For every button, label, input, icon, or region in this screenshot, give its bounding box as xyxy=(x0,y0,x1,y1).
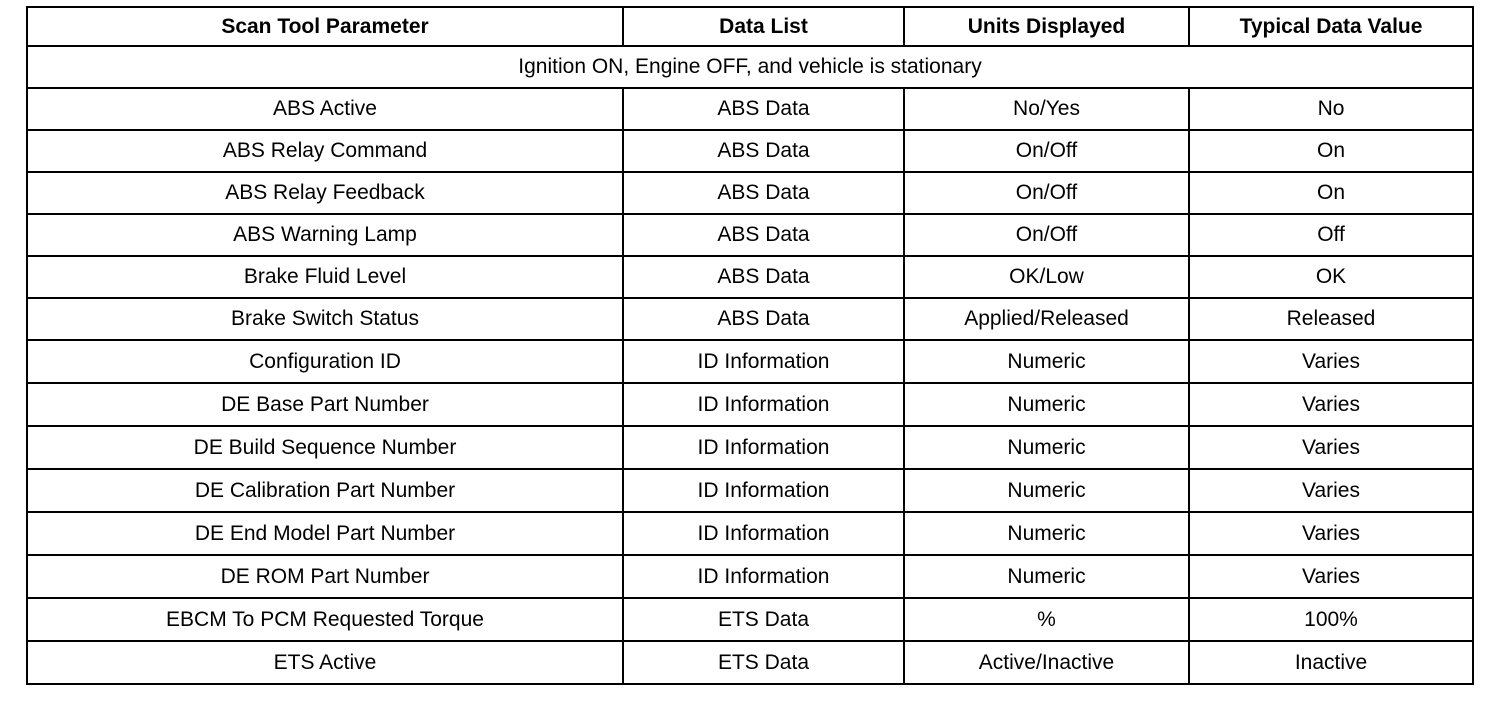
cell-data-list: ABS Data xyxy=(623,298,904,340)
cell-data-list: ID Information xyxy=(623,383,904,426)
cell-data-list: ID Information xyxy=(623,469,904,512)
table-row xyxy=(27,426,1473,469)
table-row xyxy=(27,298,1473,340)
cell-units: Numeric xyxy=(904,469,1189,512)
table-header-row xyxy=(27,7,1473,46)
cell-units: Numeric xyxy=(904,426,1189,469)
cell-parameter: EBCM To PCM Requested Torque xyxy=(27,598,623,641)
cell-typical-value: OK xyxy=(1189,256,1473,298)
cell-data-list: ETS Data xyxy=(623,641,904,684)
cell-parameter: DE Build Sequence Number xyxy=(27,426,623,469)
cell-data-list: ID Information xyxy=(623,512,904,555)
cell-parameter: DE End Model Part Number xyxy=(27,512,623,555)
header-data-list: Data List xyxy=(623,7,904,46)
cell-parameter: ABS Active xyxy=(27,88,623,130)
cell-data-list: ABS Data xyxy=(623,130,904,172)
table-row xyxy=(27,88,1473,130)
table-row xyxy=(27,256,1473,298)
cell-data-list: ID Information xyxy=(623,426,904,469)
cell-typical-value: On xyxy=(1189,172,1473,214)
cell-parameter: ETS Active xyxy=(27,641,623,684)
cell-typical-value: Off xyxy=(1189,214,1473,256)
cell-parameter: DE ROM Part Number xyxy=(27,555,623,598)
cell-typical-value: No xyxy=(1189,88,1473,130)
cell-parameter: DE Base Part Number xyxy=(27,383,623,426)
cell-units: OK/Low xyxy=(904,256,1189,298)
cell-data-list: ABS Data xyxy=(623,214,904,256)
table-row xyxy=(27,172,1473,214)
cell-parameter: ABS Relay Command xyxy=(27,130,623,172)
cell-parameter: Brake Fluid Level xyxy=(27,256,623,298)
cell-units: Applied/Released xyxy=(904,298,1189,340)
cell-units: On/Off xyxy=(904,214,1189,256)
section-label: Ignition ON, Engine OFF, and vehicle is stationary xyxy=(27,46,1473,88)
cell-parameter: DE Calibration Part Number xyxy=(27,469,623,512)
cell-parameter: Configuration ID xyxy=(27,340,623,383)
cell-typical-value: Varies xyxy=(1189,383,1473,426)
scan-tool-data-table xyxy=(26,6,1474,685)
cell-units: On/Off xyxy=(904,130,1189,172)
table-row xyxy=(27,383,1473,426)
cell-data-list: ABS Data xyxy=(623,256,904,298)
cell-typical-value: Varies xyxy=(1189,426,1473,469)
cell-typical-value: Varies xyxy=(1189,512,1473,555)
cell-units: Active/Inactive xyxy=(904,641,1189,684)
header-typical-data-value: Typical Data Value xyxy=(1189,7,1473,46)
cell-units: On/Off xyxy=(904,172,1189,214)
cell-typical-value: Varies xyxy=(1189,469,1473,512)
cell-units: Numeric xyxy=(904,340,1189,383)
cell-typical-value: Released xyxy=(1189,298,1473,340)
cell-units: % xyxy=(904,598,1189,641)
cell-data-list: ID Information xyxy=(623,340,904,383)
table-row xyxy=(27,512,1473,555)
cell-parameter: Brake Switch Status xyxy=(27,298,623,340)
cell-parameter: ABS Warning Lamp xyxy=(27,214,623,256)
header-units-displayed: Units Displayed xyxy=(904,7,1189,46)
cell-units: No/Yes xyxy=(904,88,1189,130)
cell-units: Numeric xyxy=(904,512,1189,555)
cell-typical-value: 100% xyxy=(1189,598,1473,641)
header-scan-tool-parameter: Scan Tool Parameter xyxy=(27,7,623,46)
cell-typical-value: On xyxy=(1189,130,1473,172)
section-row xyxy=(27,46,1473,88)
cell-data-list: ID Information xyxy=(623,555,904,598)
cell-data-list: ABS Data xyxy=(623,172,904,214)
cell-typical-value: Varies xyxy=(1189,340,1473,383)
cell-parameter: ABS Relay Feedback xyxy=(27,172,623,214)
table-row xyxy=(27,214,1473,256)
cell-data-list: ETS Data xyxy=(623,598,904,641)
cell-typical-value: Varies xyxy=(1189,555,1473,598)
cell-units: Numeric xyxy=(904,555,1189,598)
table-row xyxy=(27,130,1473,172)
table-row xyxy=(27,469,1473,512)
table-row xyxy=(27,555,1473,598)
cell-units: Numeric xyxy=(904,383,1189,426)
table-row xyxy=(27,598,1473,641)
cell-typical-value: Inactive xyxy=(1189,641,1473,684)
cell-data-list: ABS Data xyxy=(623,88,904,130)
table-row xyxy=(27,340,1473,383)
table-row xyxy=(27,641,1473,684)
